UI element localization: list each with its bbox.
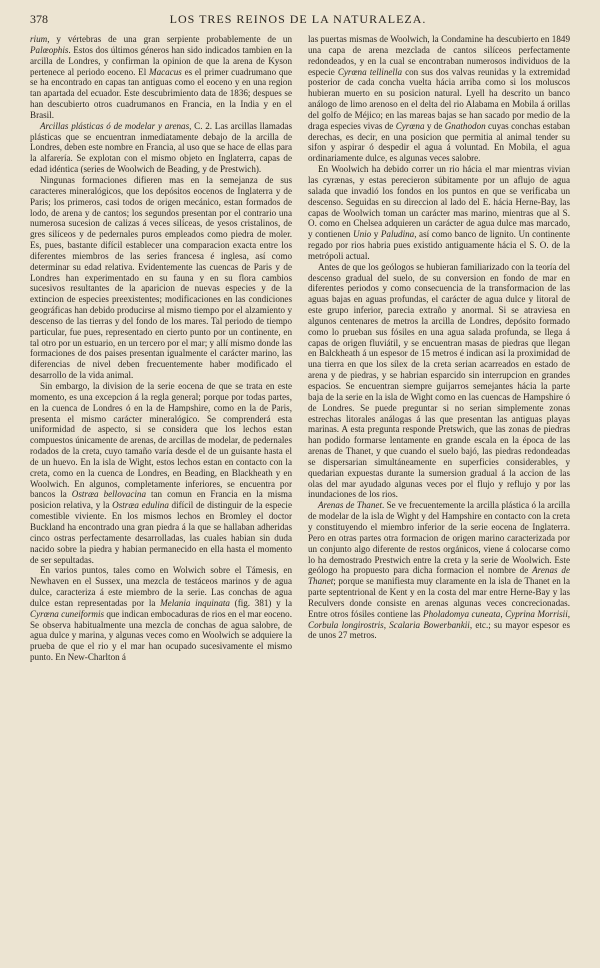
italic-text: Palœophis <box>30 44 69 55</box>
text-run: es el primer cuadrumano que se ha encontrado en capas tan antiguas como el eoceno y en una region tan apartada del ecuador. Este descubrimiento data de 1836; despues se han descubierto otros cuadrumanos en Francia, en la India y en el Brasil. <box>30 66 292 120</box>
paragraph <box>30 175 292 381</box>
running-title: LOS TRES REINOS DE LA NATURALEZA. <box>169 12 427 26</box>
text-run: , etc.; su mayor espesor es de unos 27 metros. <box>308 619 570 641</box>
italic-text: Scalaria Bowerbankii <box>389 619 470 630</box>
text-run: . Se ve frecuentemente la arcilla plástica ó la arcilla de modelar de la isla de Wight y del Hampshire en contacto con la creta y constituyendo el miembro inferior de la serie eocena de Inglaterra. Pero en otras partes otra formacion de origen marino caracterizada por un conjunto algo diferente de restos orgánicos, viene á colocarse como lo ha demostrado Prestwich entre la creta y la serie de Woolwich. Este geólogo ha propuesto para dicha formacion el nombre de <box>308 500 570 576</box>
italic-text: Paludina <box>380 229 415 240</box>
italic-text: Ostræa bellovacina <box>71 489 146 500</box>
text-run: difícil de distinguir de la especie comestible viviente. En los mismos lechos en Bromley el doctor Buckland ha encontrado una gran piedra á la que se hallaban adheridas cinco ostras perfectamente desarrolladas, las cuales habian sin duda nacido sobre la piedra y habian permanecido en ella hasta el momento de ser sepultadas. <box>30 500 292 565</box>
text-run: tan comun en Francia en la misma posicion relativa, y la <box>30 489 292 511</box>
text-run: Sin embargo, la division de la serie eocena de que se trata en este momento, es una excepcion á la regla general; porque por todas partes, en la cuenca de Londres ó en la de Hampshire, como en la de Paris, presenta el mismo carácter mineralógico. Se comprenderá esta uniformidad de aspecto, si se considera que los lechos estan compuestos únicamente de arenas, de arcillas de modelar, de pedernales rodados de la creta, cuyo tamaño varía desde el de un guisante hasta el de un huevo. En la isla de Wight, estos lechos estan en contacto con la creta, como en la cuenca de Londres, en Beading, en Blackheath y en Woolwich. En algunos, completamente inferiores, se encuentra por bancos la <box>30 381 292 500</box>
paragraph <box>308 34 570 164</box>
text-run: Antes de que los geólogos se hubieran familiarizado con la teoría del descenso gradual del suelo, de su conversion en fondo de mar en diferentes periodos y como consecuencia de la transformacion de las aguas bajas en aguas profundas, el carácter de agua dulce y litoral de este grupo inferior, parecia extraño y anormal. Si se atraviesa en algunos centenares de metros la arcilla de Londres, depósito formado como lo prueban sus fósiles en una agua salada profunda, se llega á capas de origen fluviátil, y se encuentran masas de piedras que llegan en Balckheath á un espesor de 15 metros é indican así la proximidad de una tierra en que los sílex de la creta serian acarreados en estado de arena y de piedras, y se habrian esparcido sin interrupcion en grandes espacios. Se encuentran siempre guijarros semejantes hácia la parte baja de la serie en la isla de Wight como en las cuencas de Hampshire ó de Londres. Se puede preguntar si no serian simplemente zonas estrechas litorales análogas á las que presentan las antiguas playas marinas. A esta pregunta responde Pretswich, que las zonas de piedras han podido formarse lentamente en grande escala en la época de las arenas de Thanet, y que cuando el suelo bajó, las piedras redondeadas se dispersarian simultáneamente en superficies considerables, y quedarian expuestas durante la sumersion gradual á la accion de las olas del mar ayudado algunas veces por el flujo y reflujo y por las inundaciones de los rios. <box>308 261 570 500</box>
paragraph <box>30 381 292 565</box>
italic-text: Arenas de Thanet <box>318 500 382 511</box>
italic-text: Cyrœna cuneiformis <box>30 608 105 619</box>
italic-text: rium <box>30 34 48 44</box>
italic-text: Unio <box>353 229 372 240</box>
paragraph <box>30 34 292 121</box>
text-run: con sus dos valvas reunidas y la extremidad posterior de cada concha vuelta hácia arriba como si los moluscos hubieran muerto en su posicion natural. Lyell ha descrito un banco análogo de limo arenoso en el delta del rio Alabama en Mobila á orillas del golfo de Méjico; en las mareas bajas se han sacado por medio de la draga especies vivas de <box>308 66 570 131</box>
text-run: , C. 2. Las arcillas llamadas plásticas que se encuentran inmediatamente debajo de la arcilla de Londres, deben este nombre en Francia, al uso que se hace de ellas para la alfarería. Se explotan con el mismo objeto en Inglaterra, capas de edad idéntica (series de Woolwich de Beading, y de Prestwich). <box>30 120 292 175</box>
paragraph <box>30 121 292 175</box>
paragraph <box>30 565 292 663</box>
text-run: (fig. 381) y la <box>229 597 292 608</box>
text-run: , así como banco de lignito. Un continente regado por rios habria pues existido antiguamente hácia el S. O. de la metrópoli actual. <box>308 229 570 261</box>
text-run: y de <box>424 120 445 131</box>
italic-text: Gnathodon <box>444 120 486 131</box>
text-run: Ningunas formaciones difieren mas en la semejanza de sus caracteres mineralógicos, que los depósitos eocenos de Inglaterra y de Paris; los primeros, casi todos de origen mecánico, estan formados de lodo, de arena y de cantos; los segundos presentan por el contrario una numerosa sucesion de calizas á veces silíceas, de yesos cristalinos, de gres silíceos y de pedernales puros empleados como piedra de moler. Es, pues, bastante difícil establecer una comparacion exacta entre los diferentes miembros de las series francesa é inglesa, así como determinar su edad relativa. Evidentemente las cuencas de Paris y de Londres han experimentado en su fauna y en su flora cambios sucesivos resultantes de la aparicion de nuevas especies y de la extincion de especies preexistentes; modificaciones en las condiciones geográficas han debido producirse al mismo tiempo por el alzamiento y descenso de las tierras y del fondo de los mares. Tal periodo de tiempo particular, fue pues, representado en cierto punto por un continente, en tal otro por un estuario, en un tercero por el mar; y allí mismo donde las formaciones de dos paises presentan igualmente el carácter marino, las diferencias de nivel deben frecuentemente haber modificado el desarrollo de la vida animal. <box>30 174 292 381</box>
text-columns <box>30 34 570 663</box>
italic-text: Ostræa edulina <box>112 500 169 511</box>
italic-text: Pholadomya cuneata <box>423 608 501 619</box>
text-run: . Estos dos últimos géneros han sido indicados tambien en la arcilla de Londres, y confirman la opinion de que la arena de Kyson pertenece al periodo eoceno. El <box>30 44 292 77</box>
italic-text: Macacus <box>149 66 182 77</box>
text-run: , <box>383 619 390 630</box>
italic-text: Cyrœna tellinella <box>337 66 403 77</box>
left-column <box>30 34 292 663</box>
paragraph <box>308 262 570 501</box>
text-run: , <box>500 608 506 619</box>
text-run: cuyas conchas estaban derechas, es decir, en una posicion que permitia al animal tender su sifon y aspirar ó despedir el agua á voluntad. En Mobila, el agua ordinariamente dulce, es algunas veces salobre. <box>308 120 570 164</box>
italic-text: Arcillas plásticas ó de modelar y arenas <box>40 120 190 131</box>
text-run: que indican embocaduras de rios en el mar eoceno. Se observa habitualmente una mezcla de conchas de agua salobre, de agua dulce y marina, y algunas veces como en Woolwich se adquiere la prueba de que el rio y el mar han ocupado sucesivamente el mismo punto. En New-Charlton á <box>30 608 292 663</box>
text-run: En varios puntos, tales como en Wolwich sobre el Támesis, en Newhaven en el Sussex, una mezcla de testáceos marinos y de agua dulce, caracteriza á este miembro de la serie. Las conchas de agua dulce estan representadas por la <box>30 565 292 608</box>
text-run: ; porque se manifiesta muy claramente en la isla de Thanet en la parte septentrional de Kent y en la costa del mar entre Herne-Bay y las Reculvers donde consiste en arenas algunas veces concrecionadas. Entre otros fósiles contiene las <box>308 576 570 619</box>
text-run: , <box>567 608 571 619</box>
paragraph <box>308 164 570 262</box>
page-number: 378 <box>30 12 48 26</box>
text-run: y <box>371 229 381 240</box>
italic-text: Melania inquinata <box>160 597 230 608</box>
right-column <box>308 34 570 663</box>
page-header <box>30 12 570 32</box>
paragraph <box>308 500 570 641</box>
italic-text: Arenas de Thanet <box>308 565 570 587</box>
text-run: , y vértebras de una gran serpiente probablemente de un <box>47 34 292 44</box>
text-run: las puertas mismas de Woolwich, la Condamine ha descubierto en 1849 una capa de arena mezclada de cantos silíceos perfectamente redondeados, y en la cual se encontraban numerosos individuos de la especie <box>308 34 570 77</box>
text-run: En Woolwich ha debido correr un rio hácia el mar mientras vivian las cyrænas, y estas perecieron súbitamente por un aflujo de agua salada que invadió los fondos en los puntos en que se verificaba un descenso. Seguidas en su direccion al lado del E. hácia Herne-Bay, las capas de Woolwich toman un carácter mas marino, mientras que al S. O. como en Chelsea adquieren un carácter de agua dulce mas marcado, y contienen <box>308 164 570 240</box>
italic-text: Cyrœna <box>395 120 425 131</box>
italic-text: Cyprina Morrisii <box>505 608 568 619</box>
italic-text: Corbula longirostris <box>308 619 384 630</box>
